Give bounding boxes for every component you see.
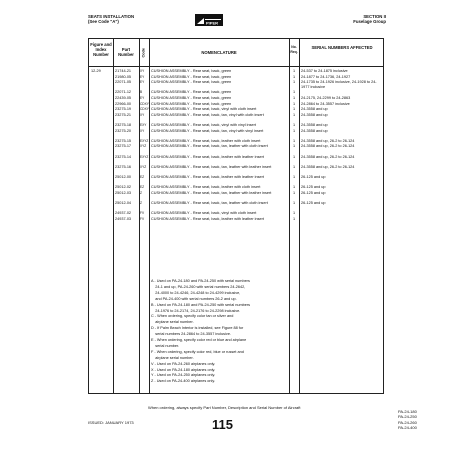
serial-numbers-cell: 26-125 and up bbox=[301, 201, 326, 205]
code-cell: FV bbox=[140, 216, 145, 221]
code-note-line: C - When ordering, specify color tan or silver and bbox=[151, 314, 234, 319]
part-number-cell: 23275-15 bbox=[115, 138, 132, 143]
parts-table bbox=[88, 38, 384, 394]
quantity-cell: 1 bbox=[293, 201, 296, 205]
code-cell: EXY bbox=[140, 123, 147, 127]
col-serial-numbers: SERIAL NUMBERS AFFECTED bbox=[311, 45, 373, 50]
quantity-cell: 1 bbox=[293, 69, 296, 73]
nomenclature-cell: CUSHION ASSEMBLY - Rear seat, back, green bbox=[151, 80, 232, 85]
quantity-cell: 1 bbox=[293, 96, 296, 100]
code-cell: CDXY bbox=[140, 107, 149, 112]
quantity-cell: 1 bbox=[293, 90, 296, 95]
code-note-line: airplane serial number. bbox=[151, 355, 194, 360]
code-cell: XYZ bbox=[140, 144, 147, 149]
code-cell: FV bbox=[140, 211, 145, 216]
code-cell: XY bbox=[140, 69, 145, 73]
code-note-line: serial numbers 24-2864 to 24-3557 inclusive. bbox=[151, 332, 231, 337]
nomenclature-cell: CUSHION ASSEMBLY - Rear seat, back, green bbox=[151, 96, 232, 100]
quantity-cell: 1 bbox=[293, 107, 296, 112]
col-figure-index: Figure and Index Number bbox=[90, 42, 112, 57]
part-number-cell: 23275-19 bbox=[115, 107, 132, 112]
page-number: 115 bbox=[212, 417, 233, 432]
nomenclature-cell: CUSHION ASSEMBLY - Rear seat, back, leather with leather insert bbox=[151, 216, 264, 221]
nomenclature-cell: CUSHION ASSEMBLY - Rear seat, back, leather with leather insert bbox=[151, 175, 264, 179]
serial-numbers-cell: 24-3558 and up, 26-2 to 26-124 bbox=[301, 144, 355, 149]
serial-numbers-cell: 26-125 and up bbox=[301, 190, 326, 195]
quantity-cell: 1 bbox=[293, 216, 296, 221]
code-note-line: Y - Used on PA-24-250 airplanes only. bbox=[151, 373, 216, 378]
serial-numbers-cell: 24-1877 to 24-1736, 24-1927 bbox=[301, 74, 351, 79]
code-note-line: and PA-24-400 with serial numbers 26-2 and up. bbox=[151, 296, 237, 301]
quantity-cell: 1 bbox=[293, 112, 296, 117]
model-item: PA-24-250 bbox=[398, 414, 417, 420]
nomenclature-cell: CUSHION ASSEMBLY - Rear seat, back, leather with cloth insert bbox=[151, 185, 261, 190]
section-number: SECTION II bbox=[363, 14, 386, 19]
code-note-line: V - Used on PA-24-260 airplanes only. bbox=[151, 361, 216, 366]
issued-date: ISSUED: JANUARY 1973 bbox=[88, 420, 134, 425]
part-number-cell: 25012-04 bbox=[115, 201, 132, 205]
nomenclature-cell: CUSHION ASSEMBLY - Rear seat, back, green bbox=[151, 90, 232, 95]
nomenclature-cell: CUSHION ASSEMBLY - Rear seat, back, vinyl with cloth insert bbox=[151, 107, 257, 112]
serial-numbers-cell: 24-3558 and up, 26-2 to 26-124 bbox=[301, 138, 355, 143]
code-note-line: airplane serial number. bbox=[151, 320, 194, 325]
code-cell: EY bbox=[140, 80, 145, 85]
part-number-cell: 22071-05 bbox=[115, 80, 132, 85]
code-cell: EY bbox=[140, 74, 145, 79]
part-number-cell: 24937-02 bbox=[115, 211, 132, 216]
col-code: Code bbox=[141, 48, 146, 58]
part-number-cell: 25012-00 bbox=[115, 175, 132, 179]
quantity-cell: 1 bbox=[293, 175, 296, 179]
part-number-cell: 22071-12 bbox=[115, 90, 132, 95]
code-note-line: F - When ordering, specify color red, blue or russet and bbox=[151, 349, 244, 354]
code-note-line: D - If Palm Beach Interior is installed, see Figure 88 for bbox=[151, 326, 244, 331]
nomenclature-cell: CUSHION ASSEMBLY - Rear seat, back, vinyl with vinyl insert bbox=[151, 123, 256, 127]
serial-numbers-cell: 24-1735 to 24-1926 inclusive, 24-1928 to 24-1977 inclusive bbox=[301, 80, 377, 89]
part-number-cell: 23275-20 bbox=[115, 128, 132, 133]
part-number-cell: 23275-21 bbox=[115, 112, 132, 117]
serial-numbers-cell: 26-125 and up bbox=[301, 175, 326, 179]
part-number-cell: 23275-18 bbox=[115, 123, 132, 127]
code-cell: EZ bbox=[140, 175, 145, 179]
code-reference: (See Code "A") bbox=[88, 19, 119, 25]
nomenclature-cell: CUSHION ASSEMBLY - Rear seat, back, tan, leather with leather insert bbox=[151, 164, 272, 169]
code-note-line: Z - Used on PA-24-400 airplanes only. bbox=[151, 379, 216, 384]
col-nomenclature: NOMENCLATURE bbox=[201, 50, 237, 55]
serial-numbers-cell: 24-537 to 24-1875 inclusive bbox=[301, 69, 348, 73]
model-item: PA-24-260 bbox=[398, 419, 417, 425]
piper-logo-icon bbox=[195, 14, 223, 26]
nomenclature-cell: CUSHION ASSEMBLY - Rear seat, back, leather with leather insert bbox=[151, 154, 264, 159]
quantity-cell: 1 bbox=[293, 154, 296, 159]
nomenclature-cell: CUSHION ASSEMBLY - Rear seat, back, tan, leather with cloth insert bbox=[151, 144, 268, 149]
nomenclature-cell: CUSHION ASSEMBLY - Rear seat, back, green bbox=[151, 69, 232, 73]
part-number-cell: 23275-16 bbox=[115, 164, 132, 169]
quantity-cell: 1 bbox=[293, 138, 296, 143]
serial-numbers-cell: 24-3558 and up, 26-2 to 26-124 bbox=[301, 154, 355, 159]
code-note-line: 24-4000 to 24-4246, 24-4248 to 24-4299 inclusive, bbox=[151, 290, 241, 295]
part-number-cell: 21980-05 bbox=[115, 74, 132, 79]
serial-numbers-cell: 26-125 and up bbox=[301, 185, 326, 190]
model-item: PA-24-180 bbox=[398, 409, 417, 414]
quantity-cell: 1 bbox=[293, 185, 296, 190]
quantity-cell: 1 bbox=[293, 144, 296, 149]
code-note-line: A - Used on PA-24-180 and PA-24-250 with serial numbers bbox=[151, 279, 250, 283]
serial-numbers-cell: 24-3558 and up bbox=[301, 128, 328, 133]
code-cell: XY bbox=[140, 128, 145, 133]
quantity-cell: 1 bbox=[293, 101, 296, 106]
group-name: Fuselage Group bbox=[353, 19, 386, 25]
code-cell: XY bbox=[140, 112, 145, 117]
serial-numbers-cell: 24-3558 and up, 26-2 to 26-124 bbox=[301, 164, 355, 169]
nomenclature-cell: CUSHION ASSEMBLY - Rear seat, back, green bbox=[151, 74, 232, 79]
quantity-cell: 1 bbox=[293, 74, 296, 79]
ordering-note: When ordering, always specify Part Number, Description and Serial Number of Aircraft bbox=[148, 405, 301, 410]
section-header-right bbox=[353, 14, 386, 24]
code-note-line: X - Used on PA-24-180 airplanes only. bbox=[151, 367, 216, 372]
serial-numbers-cell: 24-2175, 24-2299 to 24-2863 bbox=[301, 96, 351, 100]
quantity-cell: 1 bbox=[293, 128, 296, 133]
figure-index-cell: 12-29 bbox=[91, 69, 101, 73]
logo-mark-icon bbox=[195, 15, 223, 27]
serial-numbers-cell: 24-2864 to 24-3557 inclusive bbox=[301, 101, 350, 106]
code-cell: Z bbox=[140, 201, 142, 205]
model-item: PA-24-400 bbox=[398, 425, 417, 431]
code-note-line: 24-1 and up, PA-24-260 with serial numbers 24-2642, bbox=[151, 284, 246, 289]
nomenclature-cell: CUSHION ASSEMBLY - Rear seat, back, tan, vinyl with vinyl insert bbox=[151, 128, 264, 133]
seats-installation-title: SEATS INSTALLATION bbox=[88, 14, 135, 19]
code-note-line: B - Used on PA-24-180 and PA-24-250 with serial numbers bbox=[151, 302, 251, 307]
part-number-cell: 25012-03 bbox=[115, 190, 132, 195]
nomenclature-cell: CUSHION ASSEMBLY - Rear seat, back, tan, vinyl with cloth insert bbox=[151, 112, 264, 117]
col-part-number: Part Number bbox=[118, 47, 134, 57]
serial-numbers-cell: 24-3558 and up bbox=[301, 112, 328, 117]
code-cell: B bbox=[140, 90, 143, 95]
nomenclature-cell: CUSHION ASSEMBLY - Rear seat, back, vinyl with cloth insert bbox=[151, 211, 257, 216]
code-cell: EXYZ bbox=[140, 154, 149, 159]
quantity-cell: 1 bbox=[293, 164, 296, 169]
code-note-line: 24-1976 to 24-2174, 24-2176 to 24-2298 inclusive. bbox=[151, 308, 241, 313]
code-cell: XYZ bbox=[140, 164, 147, 169]
code-cell: EZ bbox=[140, 185, 145, 190]
code-cell: EY bbox=[140, 96, 145, 100]
code-cell: CDXY bbox=[140, 101, 149, 106]
nomenclature-cell: CUSHION ASSEMBLY - Rear seat, back, green bbox=[151, 101, 232, 106]
code-cell: Z bbox=[140, 190, 142, 195]
part-number-cell: 24937-03 bbox=[115, 216, 132, 221]
col-no-req: No. Req. bbox=[290, 45, 298, 54]
quantity-cell: 1 bbox=[293, 211, 296, 216]
logo-text: PIPER bbox=[206, 20, 219, 26]
quantity-cell: 1 bbox=[293, 80, 296, 85]
serial-numbers-cell: 24-3558 and up bbox=[301, 107, 328, 112]
part-number-cell: 23275-14 bbox=[115, 154, 132, 159]
quantity-cell: 1 bbox=[293, 190, 296, 195]
nomenclature-cell: CUSHION ASSEMBLY - Rear seat, back, leather with cloth insert bbox=[151, 138, 261, 143]
code-note-line: serial number. bbox=[151, 343, 180, 348]
quantity-cell: 1 bbox=[293, 123, 296, 127]
code-note-line: E - When ordering, specify color red or blue and airplane bbox=[151, 338, 247, 342]
part-number-cell: 22439-05 bbox=[115, 96, 132, 100]
part-number-cell: 21744-21 bbox=[115, 69, 132, 73]
nomenclature-cell: CUSHION ASSEMBLY - Rear seat, back, tan, leather with leather insert bbox=[151, 190, 272, 195]
model-list bbox=[398, 409, 417, 431]
part-number-cell: 23275-17 bbox=[115, 144, 132, 149]
section-title bbox=[88, 14, 134, 24]
code-cell: EXYZ bbox=[140, 138, 149, 143]
nomenclature-cell: CUSHION ASSEMBLY - Rear seat, back, tan, leather with cloth insert bbox=[151, 201, 268, 205]
part-number-cell: 25012-02 bbox=[115, 185, 132, 190]
part-number-cell: 22966-00 bbox=[115, 101, 132, 106]
serial-numbers-cell: 24-3558 and up bbox=[301, 123, 328, 127]
